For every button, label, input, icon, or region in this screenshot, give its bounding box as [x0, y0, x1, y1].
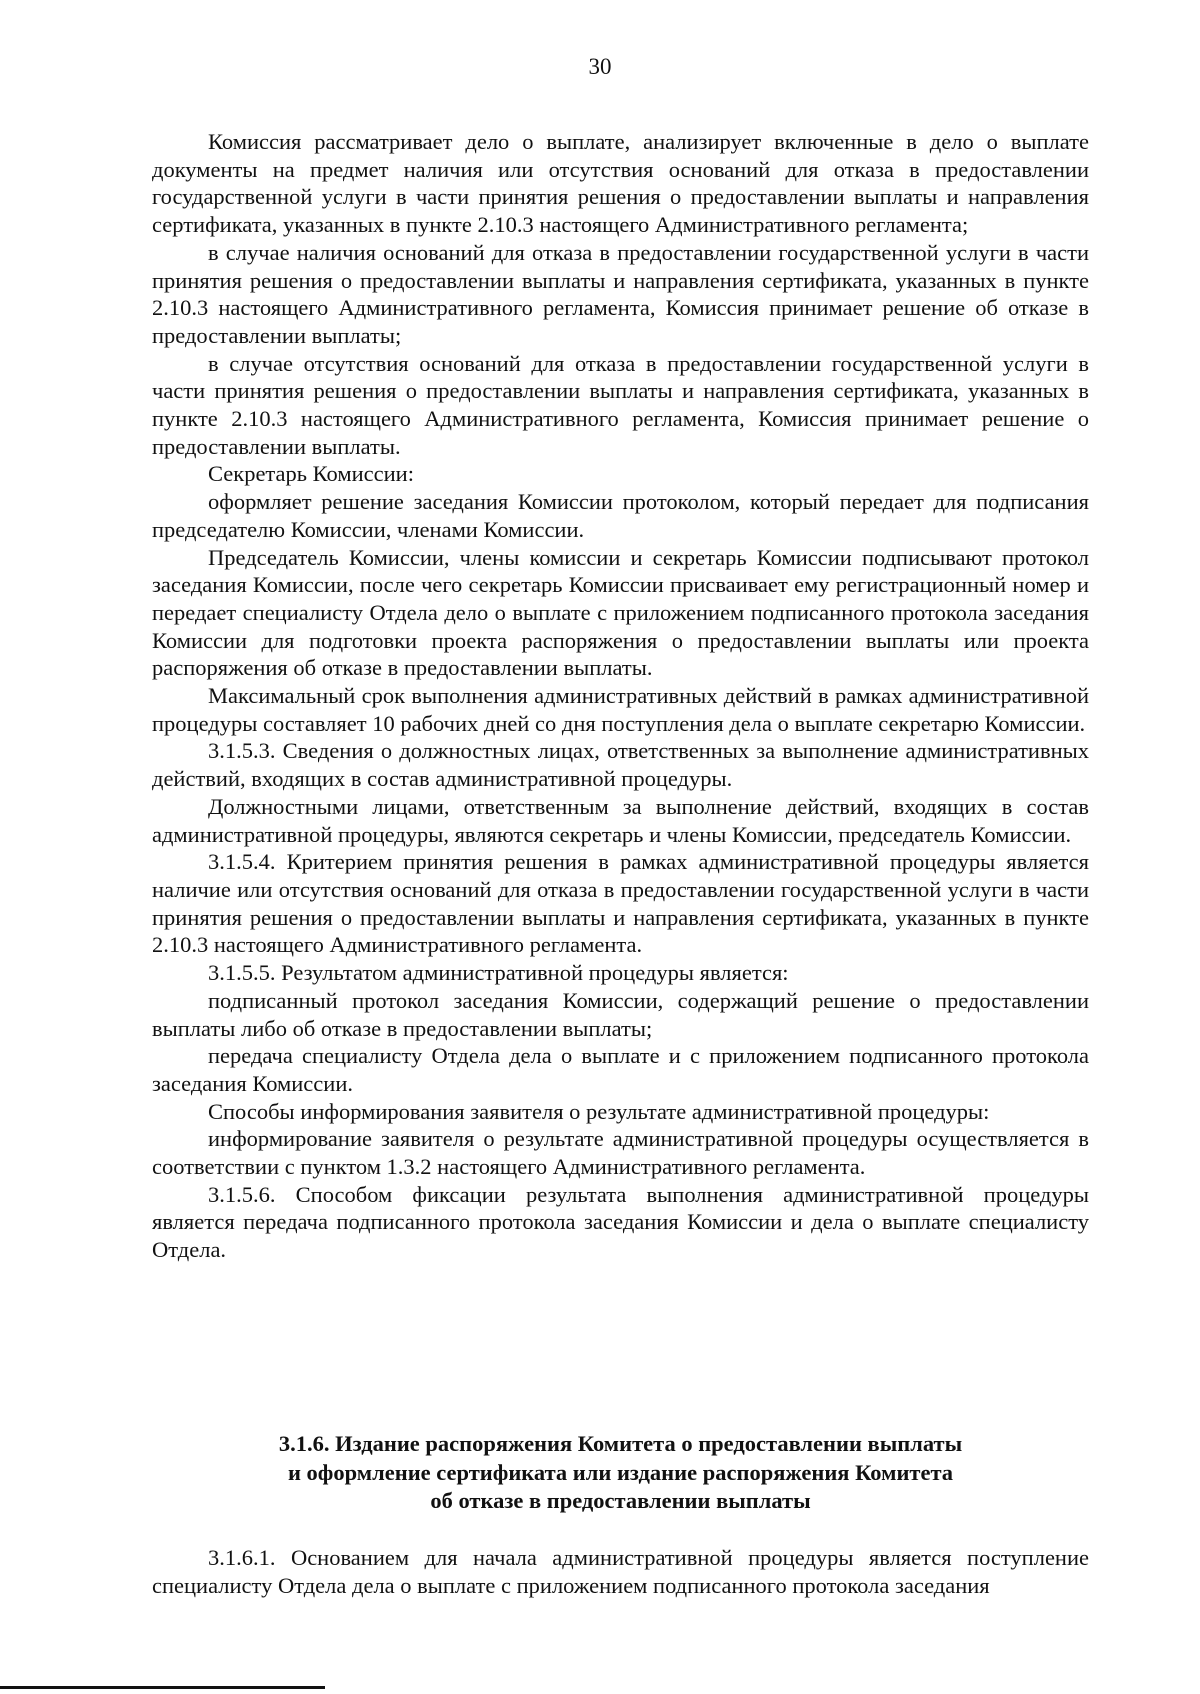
section-heading-line: об отказе в предоставлении выплаты [430, 1488, 811, 1513]
paragraph: 3.1.6.1. Основанием для начала административной процедуры является поступление специалисту Отдела дела о выплате с приложением подписанного протокола заседания [152, 1545, 1089, 1598]
paragraph: Должностными лицами, ответственным за выполнение действий, входящих в состав административной процедуры, являются секретарь и члены Комиссии, председатель Комиссии. [152, 793, 1089, 847]
body-text [152, 128, 1089, 1264]
section-body-text [152, 1544, 1089, 1600]
paragraph: 3.1.5.3. Сведения о должностных лицах, ответственных за выполнение административных действий, входящих в состав административной процедуры. [152, 738, 1089, 792]
paragraph: 3.1.5.5. Результатом административной процедуры является: [208, 960, 789, 986]
paragraph: в случае наличия оснований для отказа в предоставлении государственной услуги в части принятия решения о предоставлении выплаты и направления сертификата, указанных в пункте 2.10.3 настоящего Административного регламента, Комиссия принимает решение об отказе в предоставлении выплаты; [152, 239, 1089, 348]
paragraph: Секретарь Комиссии: [208, 461, 414, 487]
paragraph: подписанный протокол заседания Комиссии, содержащий решение о предоставлении выплаты либо об отказе в предоставлении выплаты; [152, 987, 1089, 1041]
paragraph: 3.1.5.4. Критерием принятия решения в рамках административной процедуры является наличие или отсутствия оснований для отказа в предоставлении государственной услуги в части принятия решения о предоставлении выплаты и направления сертификата, указанных в пункте 2.10.3 настоящего Административного регламента. [152, 849, 1089, 958]
paragraph: информирование заявителя о результате административной процедуры осуществляется в соответствии с пунктом 1.3.2 настоящего Административного регламента. [152, 1126, 1089, 1180]
paragraph: 3.1.5.6. Способом фиксации результата выполнения административной процедуры является передача подписанного протокола заседания Комиссии и дела о выплате специалисту Отдела. [152, 1181, 1089, 1263]
paragraph: Способы информирования заявителя о результате административной процедуры: [208, 1098, 990, 1124]
paragraph: оформляет решение заседания Комиссии протоколом, который передает для подписания председателю Комиссии, членами Комиссии. [152, 489, 1089, 542]
section-heading-line: и оформление сертификата или издание распоряжения Комитета [287, 1459, 954, 1485]
paragraph: передача специалисту Отдела дела о выплате и с приложением подписанного протокола заседания Комиссии. [152, 1043, 1089, 1096]
footnote-divider [0, 1686, 325, 1689]
paragraph: Председатель Комиссии, члены комиссии и секретарь Комиссии подписывают протокол заседания Комиссии, после чего секретарь Комиссии присваивает ему регистрационный номер и передает специалисту Отдела дело о выплате с приложением подписанного протокола заседания Комиссии для подготовки проекта распоряжения о предоставлении выплаты или проекта распоряжения об отказе в предоставлении выплаты. [152, 544, 1089, 681]
section-heading-line: 3.1.6. Издание распоряжения Комитета о предоставлении выплаты [278, 1431, 963, 1456]
section-heading [152, 1430, 1089, 1516]
paragraph: Комиссия рассматривает дело о выплате, анализирует включенные в дело о выплате документы на предмет наличия или отсутствия оснований для отказа в предоставлении государственной услуги в части принятия решения о предоставлении выплаты и направления сертификата, указанных в пункте 2.10.3 настоящего Административного регламента; [152, 129, 1089, 238]
paragraph: Максимальный срок выполнения административных действий в рамках административной процедуры составляет 10 рабочих дней со дня поступления дела о выплате секретарю Комиссии. [152, 683, 1089, 736]
page-number: 30 [588, 54, 612, 79]
paragraph: в случае отсутствия оснований для отказа в предоставлении государственной услуги в части принятия решения о предоставлении выплаты и направления сертификата, указанных в пункте 2.10.3 настоящего Административного регламента, Комиссия принимает решение о предоставлении выплаты. [152, 350, 1089, 459]
